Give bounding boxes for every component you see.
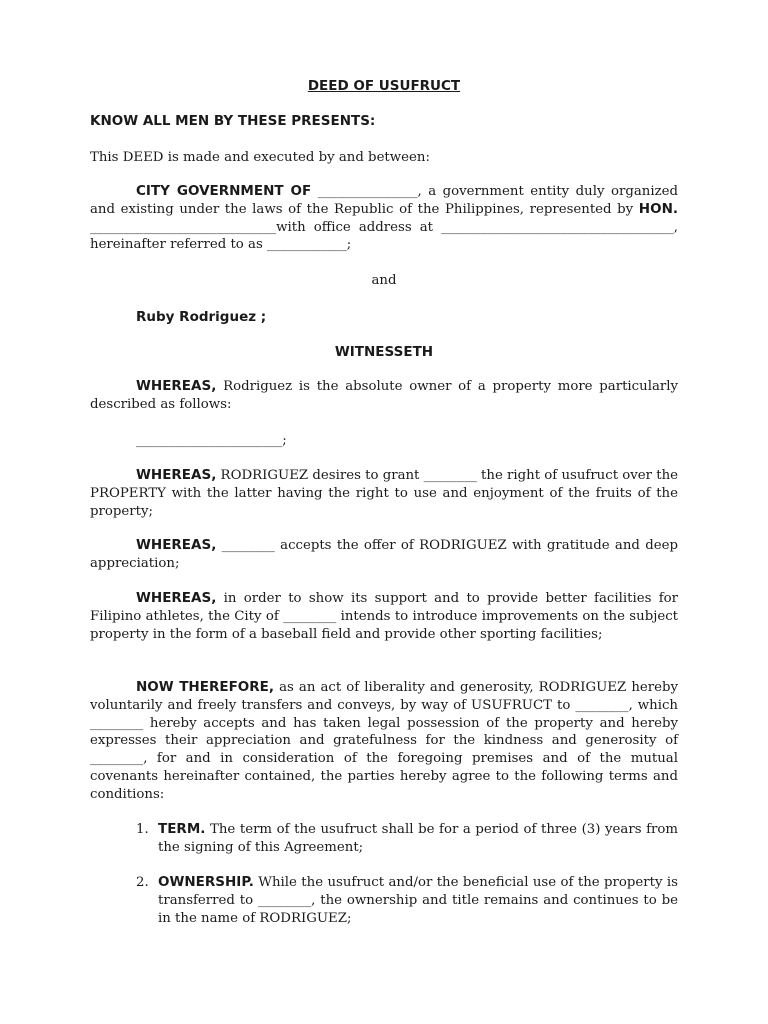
witnesseth-heading: WITNESSETH (334, 344, 434, 360)
now-therefore-lead: NOW THEREFORE, (136, 679, 275, 695)
term-lead: OWNERSHIP. (158, 874, 254, 890)
party-one-text-1: _______________, a government entity duly organized and existing under the laws of the Republic of the Philippines, represented by (90, 184, 678, 217)
property-description-blank: ______________________; (136, 433, 287, 448)
whereas-paragraph-1 (90, 378, 678, 414)
whereas-text-2: RODRIGUEZ desires to grant ________ the right of usufruct over the PROPERTY with the latter having the right to use and enjoyment of the fruits of the property; (90, 468, 679, 519)
now-therefore-text: as an act of liberality and generosity, RODRIGUEZ hereby voluntarily and freely transfers and conveys, by way of USUFRUCT to ________, which ________ hereby accepts and has taken legal possession of the property and hereby expresses their appreciation and gratefulness for the kindness and generosity of ________, for and in consideration of the foregoing premises and of the mutual covenants hereinafter contained, the parties hereby agree to the following terms and conditions: (90, 680, 679, 802)
intro-paragraph: This DEED is made and executed by and between: (90, 150, 430, 165)
whereas-paragraph-2 (90, 467, 678, 520)
term-lead: TERM. (158, 821, 206, 837)
term-body: The term of the usufruct shall be for a period of three (3) years from the signing of this Agreement; (158, 822, 678, 855)
term-text (158, 821, 678, 857)
whereas-text-1: Rodriguez is the absolute owner of a property more particularly described as follows: (90, 379, 678, 412)
now-therefore-paragraph (90, 679, 678, 804)
party-one-name: CITY GOVERNMENT OF (136, 183, 312, 199)
party-two-name: Ruby Rodriguez ; (136, 309, 267, 325)
whereas-paragraph-3 (90, 537, 678, 573)
and-separator: and (371, 273, 397, 288)
whereas-text-3: ________ accepts the offer of RODRIGUEZ with gratitude and deep appreciation; (90, 538, 678, 571)
whereas-lead-4: WHEREAS, (136, 590, 217, 606)
party-one-text-2: ____________________________with office address at ___________________________________, hereinafter referred to as ____________; (90, 219, 678, 253)
term-number: 2. (136, 875, 149, 890)
term-body: While the usufruct and/or the beneficial use of the property is transferred to ________, the ownership and title remains and continues to be in the name of RODRIGUEZ; (158, 875, 678, 926)
party-one-paragraph (90, 183, 678, 254)
term-number: 1. (136, 822, 149, 837)
party-one-hon: HON. (638, 200, 678, 217)
whereas-lead-3: WHEREAS, (136, 537, 217, 553)
term-text (158, 874, 678, 927)
whereas-paragraph-4 (90, 590, 678, 643)
document-title: DEED OF USUFRUCT (307, 78, 461, 94)
whereas-lead-2: WHEREAS, (136, 467, 217, 483)
opening-heading: KNOW ALL MEN BY THESE PRESENTS: (90, 113, 376, 129)
whereas-lead-1: WHEREAS, (136, 378, 217, 394)
whereas-text-4: in order to show its support and to provide better facilities for Filipino athletes, the City of ________ intends to introduce improvements on the subject property in the form of a baseball field and provide other sporting facilities; (90, 591, 678, 642)
